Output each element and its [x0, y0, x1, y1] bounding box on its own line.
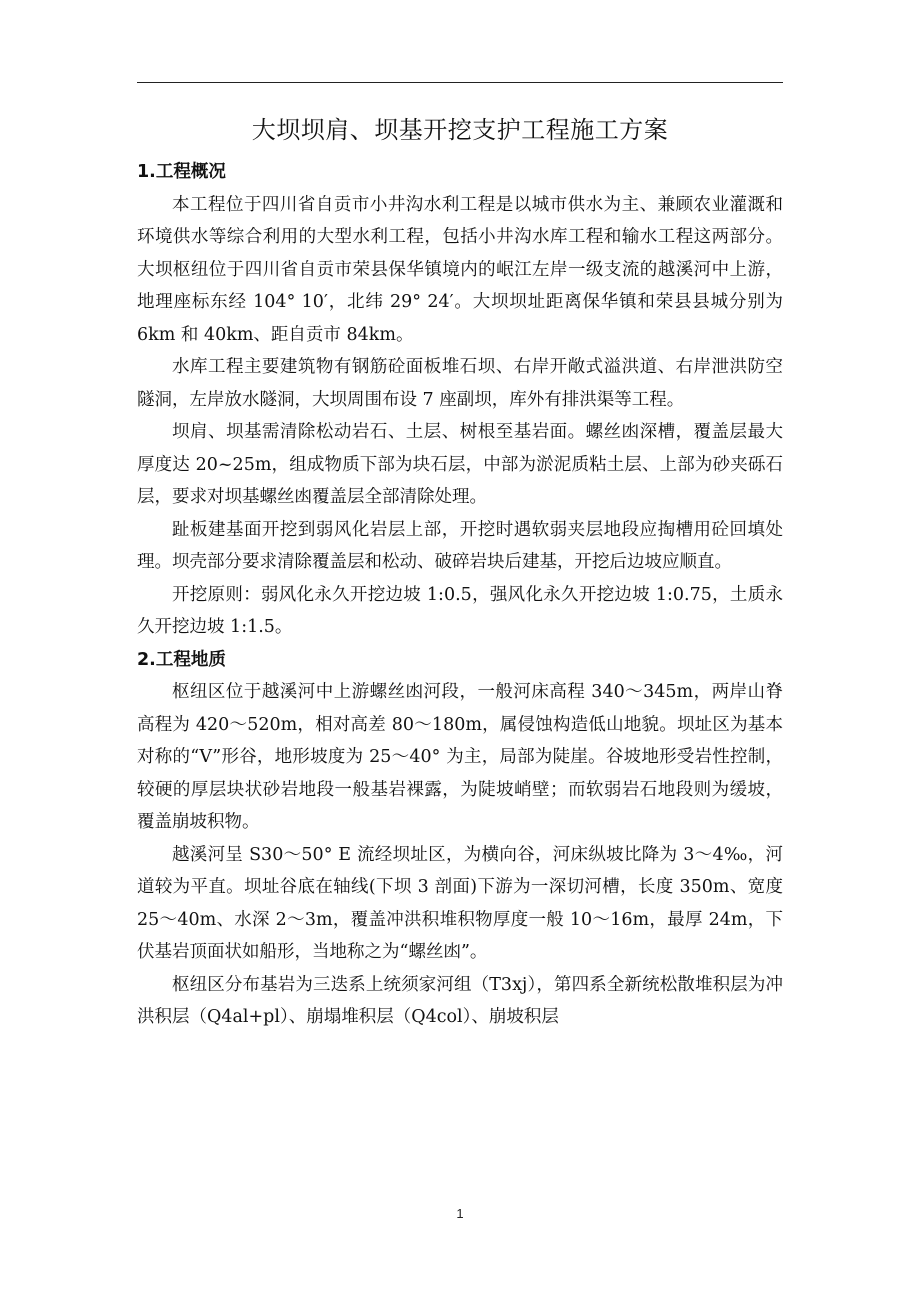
paragraph: 本工程位于四川省自贡市小井沟水利工程是以城市供水为主、兼顾农业灌溉和环境供水等综合利用的大型水利工程，包括小井沟水库工程和输水工程这两部分。大坝枢纽位于四川省自贡市荣县保华镇境内的岷江左岸一级支流的越溪河中上游，地理座标东经 104° 10′，北纬 29° 24′。大坝坝址距离保华镇和荣县县城分别为 6km 和 40km、距自贡市 84km。 [137, 194, 783, 345]
document-body [137, 156, 783, 1034]
document-title: 大坝坝肩、坝基开挖支护工程施工方案 [251, 116, 669, 144]
paragraph: 枢纽区分布基岩为三迭系上统须家河组（T3xj），第四系全新统松散堆积层为冲洪积层（Q4al+pl）、崩塌堆积层（Q4col）、崩坡积层 [137, 974, 783, 1027]
paragraph: 水库工程主要建筑物有钢筋砼面板堆石坝、右岸开敞式溢洪道、右岸泄洪防空隧洞，左岸放水隧洞，大坝周围布设 7 座副坝，库外有排洪渠等工程。 [137, 357, 783, 410]
paragraph: 枢纽区位于越溪河中上游螺丝凼河段，一般河床高程 340～345m，两岸山脊高程为 420～520m，相对高差 80～180m，属侵蚀构造低山地貌。坝址区为基本对称的“Ⅴ”形谷，地形坡度为 25～40° 为主，局部为陡崖。谷坡地形受岩性控制，较硬的厚层块状砂岩地段一般基岩裸露，为陡坡峭壁；而软弱岩石地段则为缓坡，覆盖崩坡积物。 [137, 682, 783, 832]
paragraph: 坝肩、坝基需清除松动岩石、土层、树根至基岩面。螺丝凼深槽，覆盖层最大厚度达 20~25m，组成物质下部为块石层，中部为淤泥质粘土层、上部为砂夹砾石层，要求对坝基螺丝凼覆盖层全部清除处理。 [137, 422, 783, 507]
paragraph: 开挖原则：弱风化永久开挖边坡 1:0.5，强风化永久开挖边坡 1:0.75，土质永久开挖边坡 1:1.5。 [137, 584, 783, 637]
section-heading-overview: 1.工程概况 [137, 162, 226, 182]
page-number: 1 [456, 1206, 464, 1221]
paragraph: 趾板建基面开挖到弱风化岩层上部，开挖时遇软弱夹层地段应掏槽用砼回填处理。坝壳部分要求清除覆盖层和松动、破碎岩块后建基，开挖后边坡应顺直。 [137, 519, 783, 572]
section-heading-geology: 2.工程地质 [137, 649, 226, 670]
header-rule [137, 82, 783, 83]
paragraph: 越溪河呈 S30～50° E 流经坝址区，为横向谷，河床纵坡比降为 3～4‰，河道较为平直。坝址谷底在轴线(下坝 3 剖面)下游为一深切河槽，长度 350m、宽度 25～40m、水深 2～3m，覆盖冲洪积堆积物厚度一般 10～16m，最厚 24m，下伏基岩顶面状如船形，当地称之为“螺丝凼”。 [137, 844, 783, 962]
